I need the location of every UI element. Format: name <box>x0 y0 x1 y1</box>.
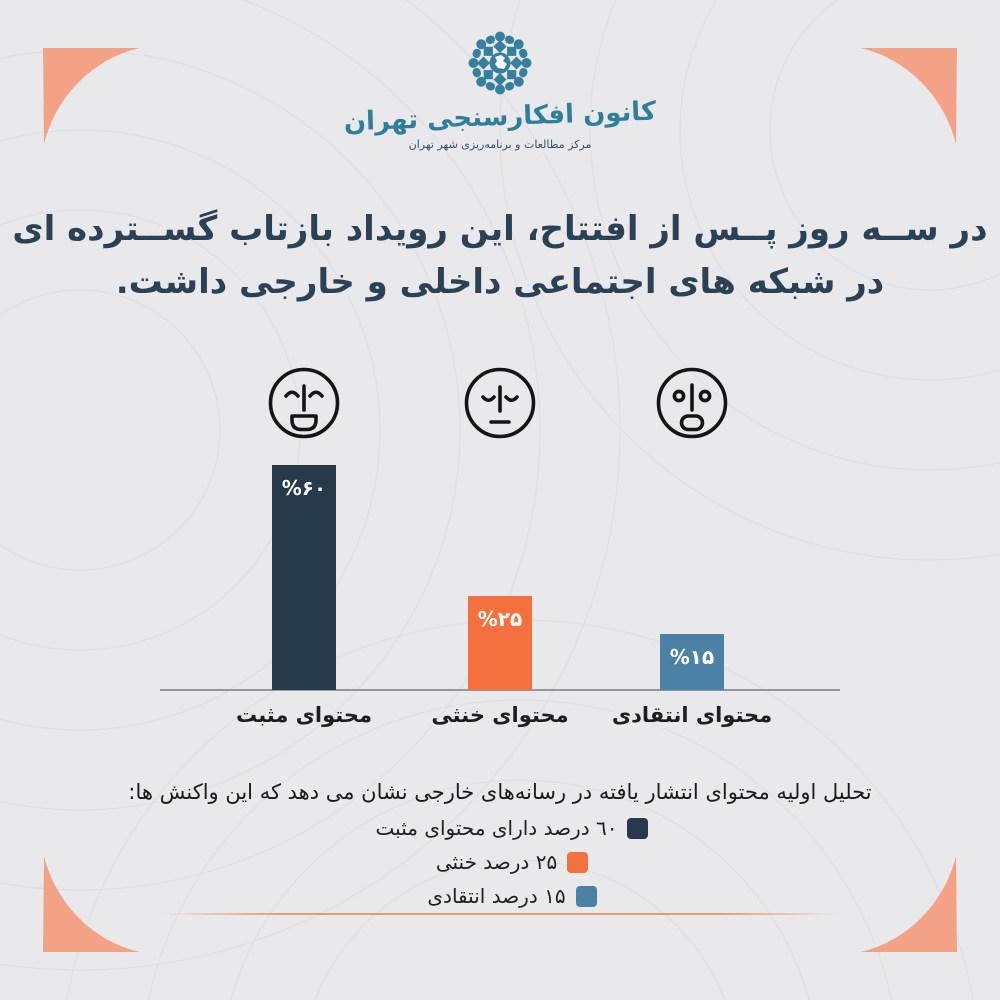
legend-item-neutral <box>12 850 1000 874</box>
headline-line-1: در ســه روز پــس از افتتاح، این رویداد بازتاب گســترده ای <box>12 209 988 249</box>
legend-label-critical: ۱۵ درصد انتقادی <box>427 884 566 908</box>
category-label-critical: محتوای انتقادی <box>611 703 773 727</box>
neutral-face-icon <box>462 365 538 441</box>
surprised-face-icon <box>654 365 730 441</box>
tehran-rosette-logo-icon <box>464 30 536 100</box>
summary-intro-text: تحلیل اولیه محتوای انتشار یافته در رسانه‌های خارجی نشان می دهد که این واکنش ها: <box>128 780 872 804</box>
legend-swatch-neutral <box>567 852 588 873</box>
legend-item-critical <box>12 884 1000 908</box>
brand-subtitle: مرکز مطالعات و برنامه‌ریزی شهر تهران <box>408 138 592 151</box>
headline <box>0 203 1000 309</box>
bar-neutral-content <box>468 596 532 690</box>
bar-value-label-positive: %۶۰ <box>281 476 327 500</box>
divider-line <box>160 913 840 915</box>
legend-item-positive <box>12 816 1000 840</box>
bar-critical-content <box>660 634 724 690</box>
legend-label-neutral: ۲۵ درصد خنثی <box>435 850 558 874</box>
brand-title: کانون افکارسنجی تهران <box>343 96 657 138</box>
logo <box>0 30 1000 151</box>
category-label-neutral: محتوای خنثی <box>431 703 569 727</box>
legend-label-positive: ٦٠ درصد دارای محتوای مثبت <box>375 816 618 840</box>
headline-line-2: در شبکه های اجتماعی داخلی و خارجی داشت. <box>115 262 885 302</box>
legend-swatch-critical <box>576 886 597 907</box>
category-label-positive: محتوای مثبت <box>235 703 372 727</box>
happy-face-icon <box>266 365 342 441</box>
legend <box>0 816 1000 918</box>
legend-swatch-positive <box>627 818 648 839</box>
bar-positive-content <box>272 465 336 690</box>
bar-value-label-critical: %۱۵ <box>669 645 715 669</box>
bar-value-label-neutral: %۲۵ <box>477 607 523 631</box>
